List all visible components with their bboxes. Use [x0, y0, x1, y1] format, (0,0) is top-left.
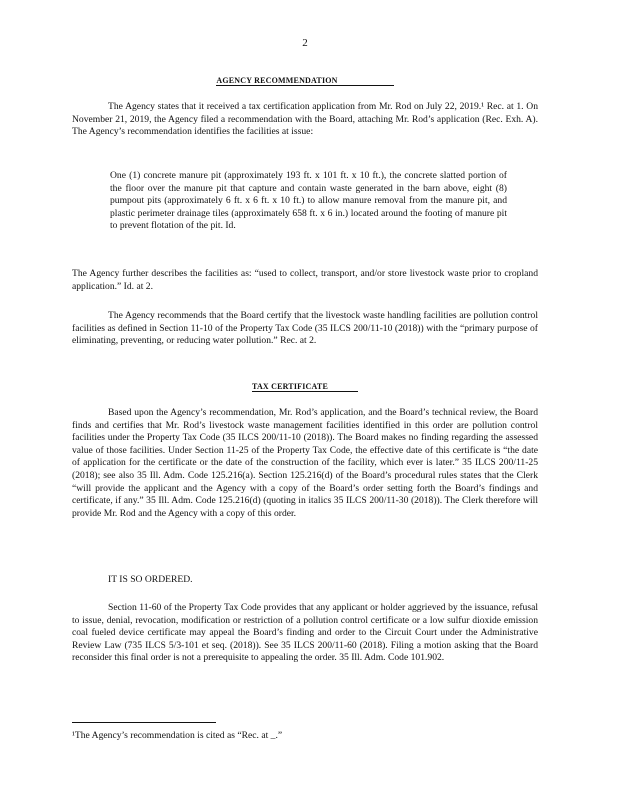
- agency-recommendation-heading-text: AGENCY RECOMMENDATION: [216, 76, 393, 86]
- agency-recommendation-heading: [72, 76, 538, 85]
- tax-certificate-heading-text: TAX CERTIFICATE: [252, 382, 358, 392]
- tax-certificate-heading: [72, 382, 538, 391]
- page-number: 2: [302, 37, 308, 49]
- footnote: ¹The Agency’s recommendation is cited as “Rec. at _.”: [72, 730, 283, 741]
- paragraph-agency-describes: The Agency further describes the facilities as: “used to collect, transport, and/or store livestock waste prior to cropland application.” Id. at 2.: [72, 268, 538, 292]
- paragraph-agency-states: The Agency states that it received a tax certification application from Mr. Rod on July 22, 2019.¹ Rec. at 1. On November 21, 2019, the Agency filed a recommendation with the Board, attaching Mr. Rod’s application (Rec. Exh. A). The Agency’s recommendation identifies the facilities at issue:: [72, 101, 538, 138]
- block-quote-facilities: One (1) concrete manure pit (approximately 193 ft. x 101 ft. x 10 ft.), the concrete slatted portion of the floor over the manure pit that capture and contain waste generated in the barn above, eight (8) pumpout pits (approximately 6 ft. x 6 ft. x 10 ft.) to allow manure removal from the manure pit, and plastic perimeter drainage tiles (approximately 658 ft. x 6 in.) located around the footing of manure pit to prevent flotation of the pit. Id.: [110, 170, 507, 232]
- footnote-divider: [72, 722, 216, 723]
- paragraph-agency-recommends: The Agency recommends that the Board certify that the livestock waste handling facilities are pollution control facilities as defined in Section 11-10 of the Property Tax Code (35 ILCS 200/11-10 (2018)) with the “primary purpose of eliminating, preventing, or reducing water pollution.” Rec. at 2.: [72, 310, 538, 347]
- paragraph-board-finds: Based upon the Agency’s recommendation, Mr. Rod’s application, and the Board’s technical review, the Board finds and certifies that Mr. Rod’s livestock waste management facilities identified in this order are pollution control facilities under the Property Tax Code (35 ILCS 200/11-10 (2018)). The Board makes no finding regarding the assessed value of those facilities. Under Section 11-25 of the Property Tax Code, the effective date of this certificate is “the date of application for the certificate or the date of the construction of the facility, which ever is later.” 35 ILCS 200/11-25 (2018); see also 35 Ill. Adm. Code 125.216(a). Section 125.216(d) of the Board’s procedural rules states that the Clerk “will provide the applicant and the Agency with a copy of the Board’s order setting forth the Board’s findings and certificate, if any.” 35 Ill. Adm. Code 125.216(d) (quoting in italics 35 ILCS 200/11-30 (2018)). The Clerk therefore will provide Mr. Rod and the Agency with a copy of this order.: [72, 407, 538, 519]
- ordered-statement: IT IS SO ORDERED.: [108, 574, 193, 585]
- paragraph-appeal-rights: Section 11-60 of the Property Tax Code provides that any applicant or holder aggrieved by the issuance, refusal to issue, denial, revocation, modification or restriction of a pollution control certificate or a low sulfur dioxide emission coal fueled device certificate may appeal the Board’s finding and order to the Circuit Court under the Administrative Review Law (735 ILCS 5/3-101 et seq. (2018)). See 35 ILCS 200/11-60 (2018). Filing a motion asking that the Board reconsider this final order is not a prerequisite to appealing the order. 35 Ill. Adm. Code 101.902.: [72, 602, 538, 664]
